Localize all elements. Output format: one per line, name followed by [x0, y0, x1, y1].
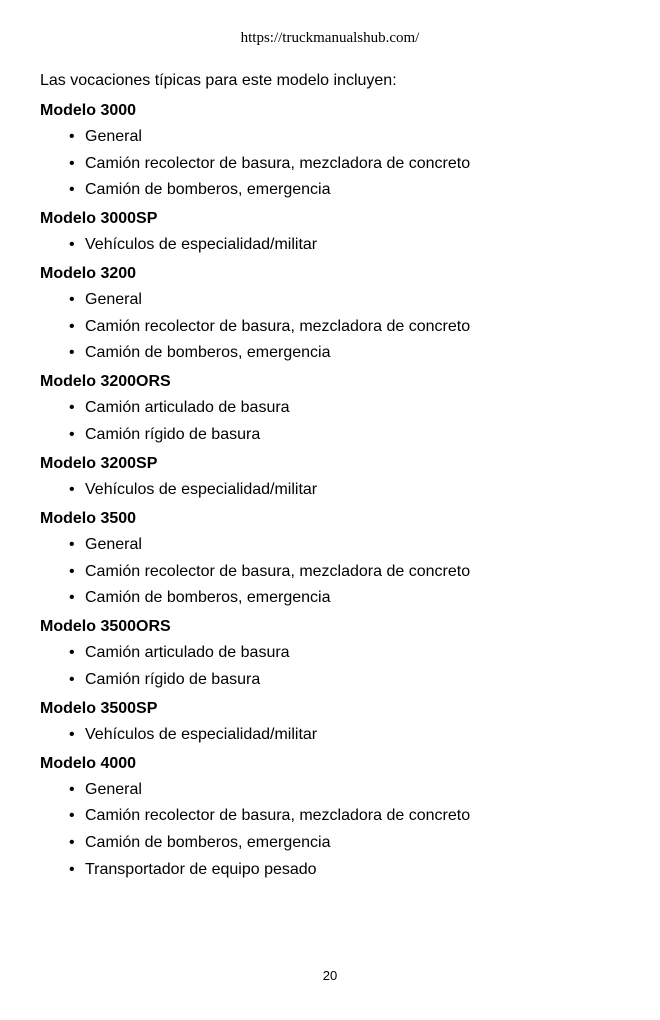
model-section	[40, 263, 620, 364]
bullet-icon: •	[69, 780, 75, 798]
vocation-list	[40, 534, 620, 609]
list-item	[40, 561, 620, 583]
page-number: 20	[322, 968, 338, 983]
model-section	[40, 508, 620, 609]
list-item-text: Camión articulado de basura	[85, 644, 290, 662]
list-item	[40, 724, 620, 746]
list-item	[40, 587, 620, 609]
model-section	[40, 698, 620, 746]
intro-text: Las vocaciones típicas para este modelo incluyen:	[40, 72, 397, 89]
list-item-text: Vehículos de especialidad/militar	[85, 236, 318, 254]
header-url[interactable]: https://truckmanualshub.com/	[240, 30, 420, 46]
list-item-text: Camión recolector de basura, mezcladora de concreto	[85, 807, 471, 825]
bullet-icon: •	[69, 833, 75, 851]
bullet-icon: •	[69, 291, 75, 309]
list-item-text: General	[85, 780, 142, 798]
list-item	[40, 859, 620, 881]
bullet-icon: •	[69, 181, 75, 199]
list-item-text: Transportador de equipo pesado	[85, 860, 317, 878]
bullet-icon: •	[69, 399, 75, 417]
list-item	[40, 479, 620, 501]
list-item-text: Camión articulado de basura	[85, 399, 290, 417]
list-item	[40, 832, 620, 854]
model-section	[40, 371, 620, 446]
model-title: Modelo 3200SP	[40, 454, 158, 472]
bullet-icon: •	[69, 644, 75, 662]
bullet-icon: •	[69, 425, 75, 443]
vocation-list	[40, 397, 620, 446]
bullet-icon: •	[69, 344, 75, 362]
list-item-text: Camión de bomberos, emergencia	[85, 181, 331, 199]
vocation-list	[40, 234, 620, 256]
model-title: Modelo 3200	[40, 265, 137, 283]
list-item	[40, 397, 620, 419]
list-item	[40, 779, 620, 801]
model-title: Modelo 4000	[40, 754, 137, 772]
vocation-list	[40, 779, 620, 881]
list-item	[40, 805, 620, 827]
bullet-icon: •	[69, 725, 75, 743]
bullet-icon: •	[69, 154, 75, 172]
bullet-icon: •	[69, 480, 75, 498]
models-list	[40, 100, 620, 881]
bullet-icon: •	[69, 562, 75, 580]
model-section	[40, 208, 620, 256]
list-item-text: General	[85, 128, 142, 145]
list-item-text: Camión rígido de basura	[85, 425, 261, 443]
list-item-text: Vehículos de especialidad/militar	[85, 480, 318, 498]
model-section	[40, 616, 620, 691]
model-section	[40, 753, 620, 881]
list-item-text: Camión recolector de basura, mezcladora de concreto	[85, 562, 471, 580]
model-title: Modelo 3000	[40, 102, 137, 119]
vocation-list	[40, 724, 620, 746]
model-title: Modelo 3500	[40, 509, 137, 527]
bullet-icon: •	[69, 535, 75, 553]
list-item	[40, 289, 620, 311]
list-item-text: General	[85, 291, 142, 309]
list-item	[40, 342, 620, 364]
list-item	[40, 126, 620, 148]
bullet-icon: •	[69, 807, 75, 825]
bullet-icon: •	[69, 128, 75, 145]
list-item-text: Camión de bomberos, emergencia	[85, 833, 331, 851]
list-item-text: Vehículos de especialidad/militar	[85, 725, 318, 743]
bullet-icon: •	[69, 589, 75, 607]
bullet-icon: •	[69, 670, 75, 688]
list-item-text: Camión recolector de basura, mezcladora de concreto	[85, 154, 471, 172]
model-section	[40, 100, 620, 201]
list-item	[40, 534, 620, 556]
vocation-list	[40, 289, 620, 364]
list-item	[40, 234, 620, 256]
vocation-list	[40, 642, 620, 691]
list-item	[40, 669, 620, 691]
list-item	[40, 153, 620, 175]
list-item	[40, 642, 620, 664]
model-title: Modelo 3500ORS	[40, 618, 171, 636]
vocation-list	[40, 126, 620, 201]
bullet-icon: •	[69, 860, 75, 878]
list-item	[40, 424, 620, 446]
model-title: Modelo 3500SP	[40, 699, 158, 717]
list-item-text: General	[85, 535, 142, 553]
model-title: Modelo 3000SP	[40, 210, 158, 228]
bullet-icon: •	[69, 317, 75, 335]
model-title: Modelo 3200ORS	[40, 373, 171, 391]
list-item	[40, 179, 620, 201]
list-item	[40, 316, 620, 338]
list-item-text: Camión rígido de basura	[85, 670, 261, 688]
bullet-icon: •	[69, 236, 75, 254]
list-item-text: Camión de bomberos, emergencia	[85, 589, 331, 607]
model-section	[40, 453, 620, 501]
vocation-list	[40, 479, 620, 501]
list-item-text: Camión recolector de basura, mezcladora de concreto	[85, 317, 471, 335]
list-item-text: Camión de bomberos, emergencia	[85, 344, 331, 362]
document-body	[40, 70, 620, 888]
